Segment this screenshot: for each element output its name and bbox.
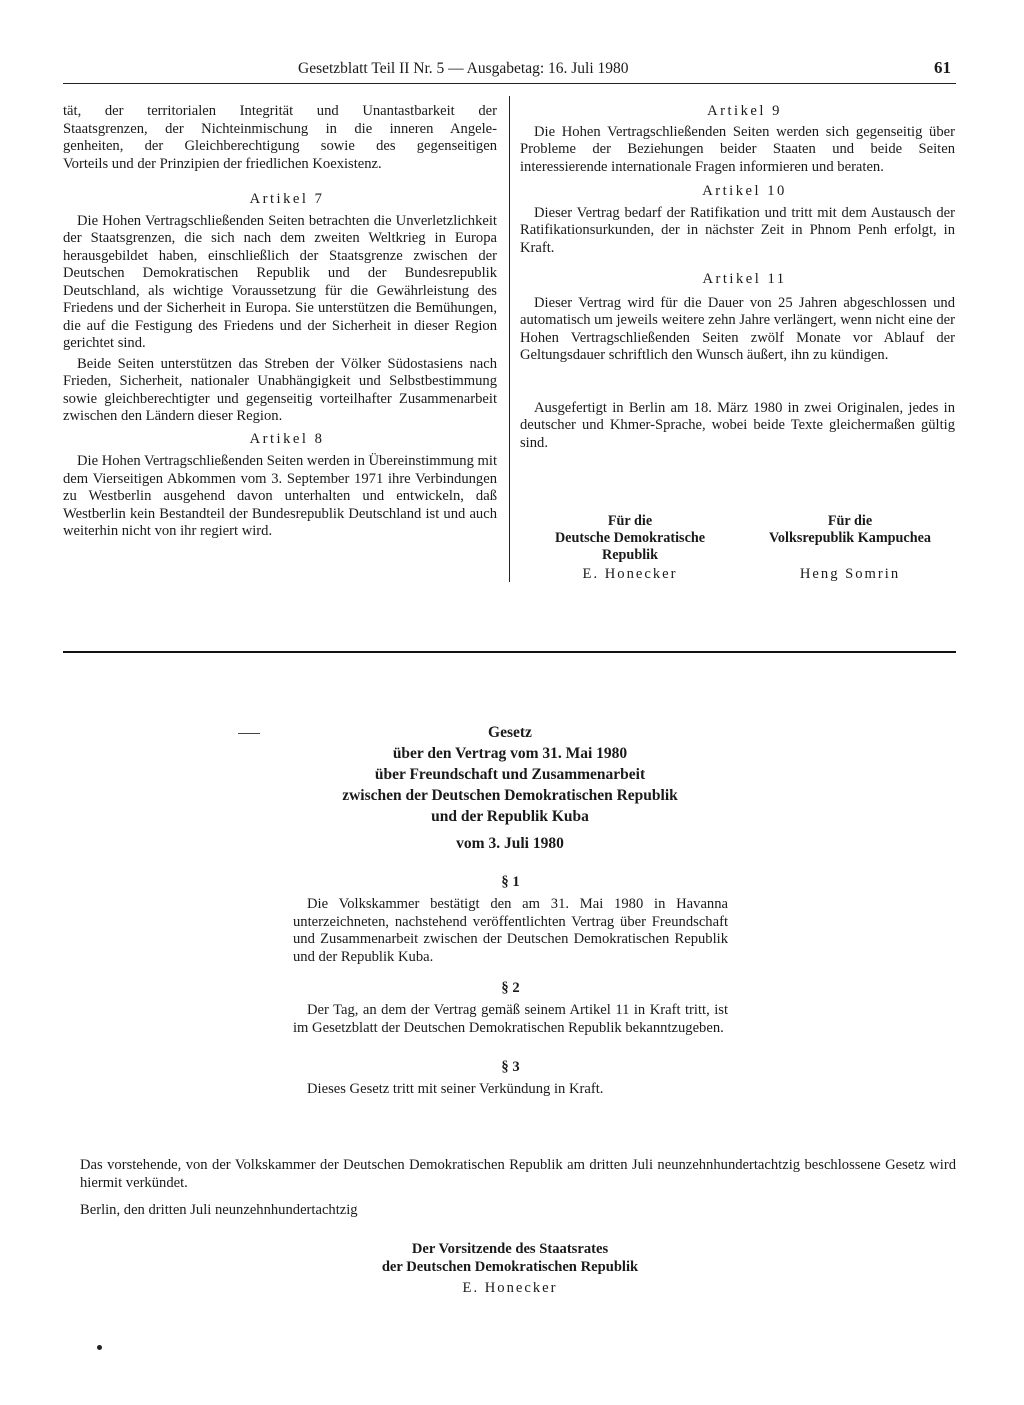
intro-line: Vorteils und der Prinzipien der friedlichen Koexistenz. (63, 155, 382, 172)
promulgation-signer: E. Honecker (462, 1280, 558, 1296)
right-column (520, 103, 955, 452)
signatory-ddr-line3: Republik (602, 547, 658, 563)
artikel-8-heading: Artikel 8 (249, 430, 325, 447)
signatory-ddr-line2: Deutsche Demokratische (554, 530, 706, 546)
law-title-line: und der Republik Kuba (431, 808, 589, 825)
artikel-7-heading: Artikel 7 (249, 191, 325, 207)
artikel-10-heading: Artikel 10 (702, 183, 787, 199)
paragraph-1-text (293, 896, 728, 966)
law-title-line: über Freundschaft und Zusammenarbeit (374, 766, 646, 783)
artikel-7-paragraph-1: Die Hohen Vertragschließenden Seiten betrachten die Unverletzlichkeit der Staatsgrenzen, die sich nach dem zweiten Weltkrieg in Europa herausgebildet haben, einschließlich der Staatsgrenze zwischen der Deutschen Demokratischen Republik und der Bundesrepublik Deutschland, als wichtige Voraussetzung für die Gewährleistung des Friedens und der Sicherheit in Europa. Sie unterstützen die Bemühungen, die auf die Festigung des Friedens und der Sicherheit in dieser Region gerichtet sind. (63, 212, 497, 351)
paragraph-2-label: § 2 (501, 980, 520, 996)
running-header: Gesetzblatt Teil II Nr. 5 — Ausgabetag: 16. Juli 1980 (298, 60, 629, 77)
law-title-line: über den Vertrag vom 31. Mai 1980 (392, 745, 628, 762)
promulgation-text: Das vorstehende, von der Volkskammer der Deutschen Demokratischen Republik am dritten Juli neunzehnhundertachtzig beschlossene Gesetz wird hiermit verkündet. (80, 1157, 956, 1191)
intro-line: genheiten, der Gleichberechtigung sowie des gegenseitigen (63, 138, 497, 154)
office-title-line1: Der Vorsitzende des Staatsrates (411, 1241, 609, 1257)
stray-dot-mark (97, 1345, 102, 1350)
law-title-line: zwischen der Deutschen Demokratischen Republik (342, 787, 678, 804)
left-column (63, 103, 497, 541)
paragraph-3-body: Dieses Gesetz tritt mit seiner Verkündung in Kraft. (307, 1081, 604, 1097)
artikel-10-paragraph-1: Dieser Vertrag bedarf der Ratifikation und tritt mit dem Austausch der Ratifikationsurkunden, der in nächster Zeit in Phnom Penh erfolgt, in Kraft. (520, 204, 955, 256)
paragraph-2-text (293, 1002, 728, 1037)
paragraph-1-body: Die Volkskammer bestätigt den am 31. Mai 1980 in Havanna unterzeichneten, nachstehend veröffentlichten Vertrag über Freundschaft und Zusammenarbeit zwischen der Deutschen Demokratischen Republik und der Republik Kuba. (293, 896, 728, 965)
signatory-ddr-name: E. Honecker (582, 566, 678, 582)
office-title (340, 1240, 680, 1276)
signatory-kampuchea (745, 513, 955, 547)
paragraph-3-text (293, 1081, 728, 1099)
artikel-11-paragraph-1: Dieser Vertrag wird für die Dauer von 25 Jahren abgeschlossen und automatisch um jeweils weitere zehn Jahre verlängert, wenn nicht eine der Hohen Vertragschließenden Seiten zwölf Monate vor Ablauf der Geltungsdauer schriftlich den Wunsch äußert, ihn zu kündigen. (520, 294, 955, 363)
margin-dash (238, 733, 260, 734)
signatory-ddr (530, 513, 730, 564)
artikel-7-paragraph-2: Beide Seiten unterstützen das Streben der Völker Südostasiens nach Frieden, Sicherheit, nationaler Unabhängigkeit und Selbstbestimmung sowie gleichberechtigter und gegenseitig vorteilhafter Zusammenarbeit zwischen den Ländern dieser Region. (63, 355, 497, 424)
artikel-8-paragraph-1: Die Hohen Vertragschließenden Seiten werden in Übereinstimmung mit dem Vierseitigen Abkommen vom 3. September 1971 ihre Verbindungen zu Westberlin ausgehend davon unterhalten und entwickeln, daß Westberlin kein Bestandteil der Bundesrepublik Deutschland ist und auch weiterhin nicht von ihr regiert wird. (63, 453, 498, 539)
office-title-line2: der Deutschen Demokratischen Republik (381, 1259, 639, 1275)
ausgefertigt-clause: Ausgefertigt in Berlin am 18. März 1980 in zwei Originalen, jedes in deutscher und Khmer-Sprache, wobei beide Texte gleichermaßen gültig sind. (520, 399, 955, 451)
column-divider (509, 96, 510, 582)
signatory-kampuchea-name: Heng Somrin (799, 566, 901, 582)
law-title-line: Gesetz (488, 724, 532, 741)
intro-line: tät, der territorialen Integrität und Unantastbarkeit der (63, 103, 497, 119)
paragraph-1-label: § 1 (501, 874, 520, 890)
artikel-9-heading: Artikel 9 (707, 103, 782, 119)
law-date: vom 3. Juli 1980 (456, 835, 564, 852)
law-title (290, 722, 730, 827)
signatory-ddr-line1: Für die (607, 513, 653, 529)
paragraph-2-body: Der Tag, an dem der Vertrag gemäß seinem Artikel 11 in Kraft tritt, ist im Gesetzblatt der Deutschen Demokratischen Republik bekanntzugeben. (293, 1002, 728, 1036)
paragraph-3-label: § 3 (501, 1059, 520, 1075)
header-rule (63, 83, 956, 84)
artikel-9-paragraph-1: Die Hohen Vertragschließenden Seiten werden sich gegenseitig über Probleme der Beziehungen beider Staaten und beide Seiten interessierende internationale Fragen informieren und beraten. (520, 123, 955, 175)
signatory-kampuchea-line2: Volksrepublik Kampuchea (768, 530, 932, 546)
promulgation-place-date: Berlin, den dritten Juli neunzehnhundertachtzig (80, 1202, 358, 1218)
artikel-11-heading: Artikel 11 (702, 271, 787, 287)
page-number: 61 (934, 58, 951, 77)
signatory-kampuchea-line1: Für die (827, 513, 873, 529)
section-separator-rule (63, 651, 956, 653)
intro-line: Staatsgrenzen, der Nichteinmischung in die inneren Angele- (63, 120, 497, 137)
